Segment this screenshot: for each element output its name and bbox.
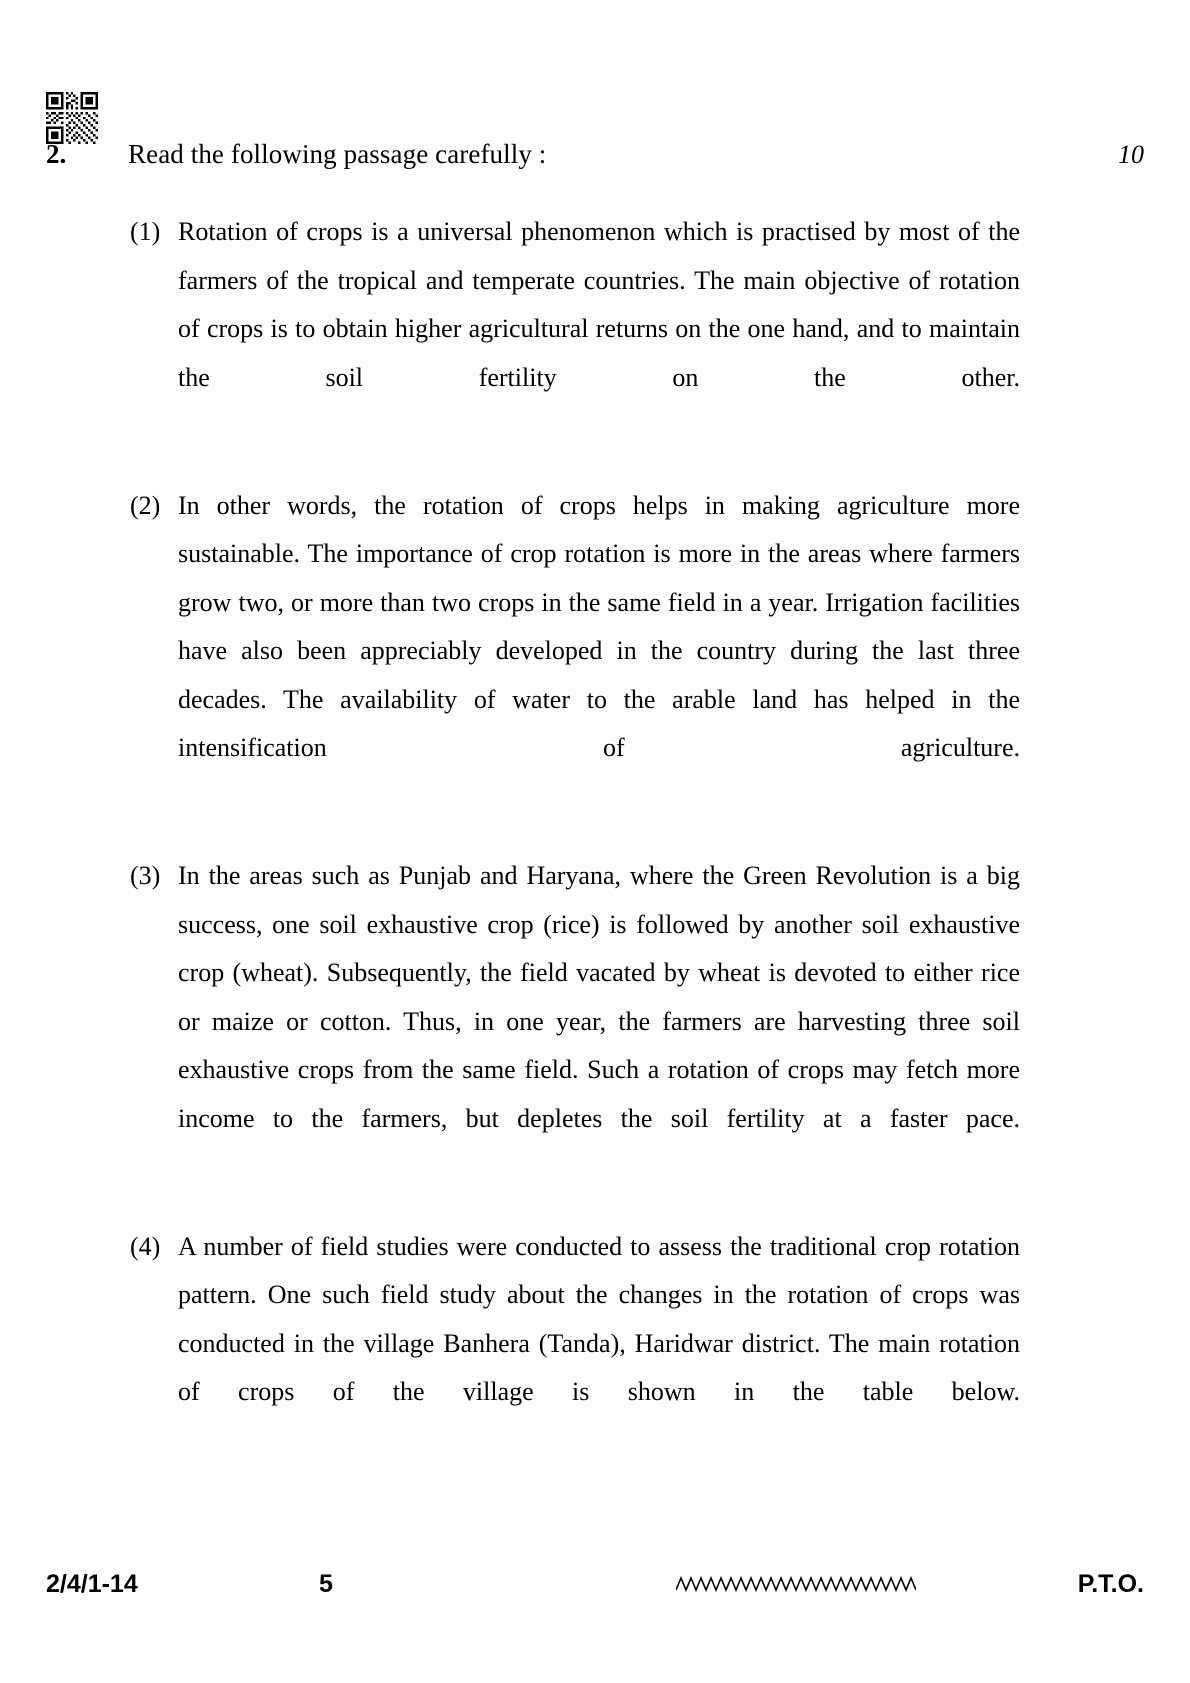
passage-paragraph bbox=[130, 1223, 1020, 1466]
paragraph-text: In the areas such as Punjab and Haryana, where the Green Revolution is a big success, one soil exhaustive crop (rice) is followed by another soil exhaustive crop (wheat). Subsequently, the field vacated by wheat is devoted to either rice or maize or cotton. Thus, in one year, the farmers are harvesting three soil exhaustive crops from the same field. Such a rotation of crops may fetch more income to the farmers, but depletes the soil fertility at a faster pace. bbox=[178, 861, 1020, 1133]
passage-paragraph bbox=[130, 852, 1020, 1192]
paragraph-label: (1) bbox=[130, 217, 161, 246]
paragraph-text: Rotation of crops is a universal phenomenon which is practised by most of the farmers of the tropical and temperate countries. The main objective of rotation of crops is to obtain higher agricultural returns on the one hand, and to maintain the soil fertility on the other. bbox=[178, 217, 1020, 392]
paragraph-label: (2) bbox=[130, 490, 161, 520]
paragraph-text: A number of field studies were conducted to assess the traditional crop rotation pattern. One such field study about the changes in the rotation of crops was conducted in the village Banhera (Tanda), Haridwar district. The main rotation of crops of the village is shown in the table below. bbox=[178, 1231, 1020, 1406]
passage-paragraph bbox=[130, 208, 1020, 451]
paragraph-text: In other words, the rotation of crops helps in making agriculture more sustainable. The importance of crop rotation is more in the areas where farmers grow two, or more than two crops in the same field in a year. Irrigation facilities have also been appreciably developed in the country during the last three decades. The availability of water to the arable land has helped in the intensification of agriculture. bbox=[178, 490, 1020, 762]
page-number: 5 bbox=[319, 1570, 333, 1598]
paragraph-label: (3) bbox=[130, 861, 161, 890]
turn-over-note: P.T.O. bbox=[1077, 1570, 1144, 1598]
question-instruction: Read the following passage carefully : bbox=[128, 139, 547, 169]
question-number: 2. bbox=[46, 139, 67, 169]
question-marks: 10 bbox=[1118, 140, 1144, 169]
question-header bbox=[46, 137, 1144, 172]
passage-paragraph bbox=[130, 482, 1020, 822]
zigzag-divider-icon bbox=[676, 1572, 916, 1596]
paper-code: 2/4/1-14 bbox=[46, 1570, 138, 1598]
page-footer bbox=[46, 1568, 1144, 1608]
paragraph-label: (4) bbox=[130, 1231, 161, 1261]
passage-body bbox=[130, 208, 1020, 1465]
